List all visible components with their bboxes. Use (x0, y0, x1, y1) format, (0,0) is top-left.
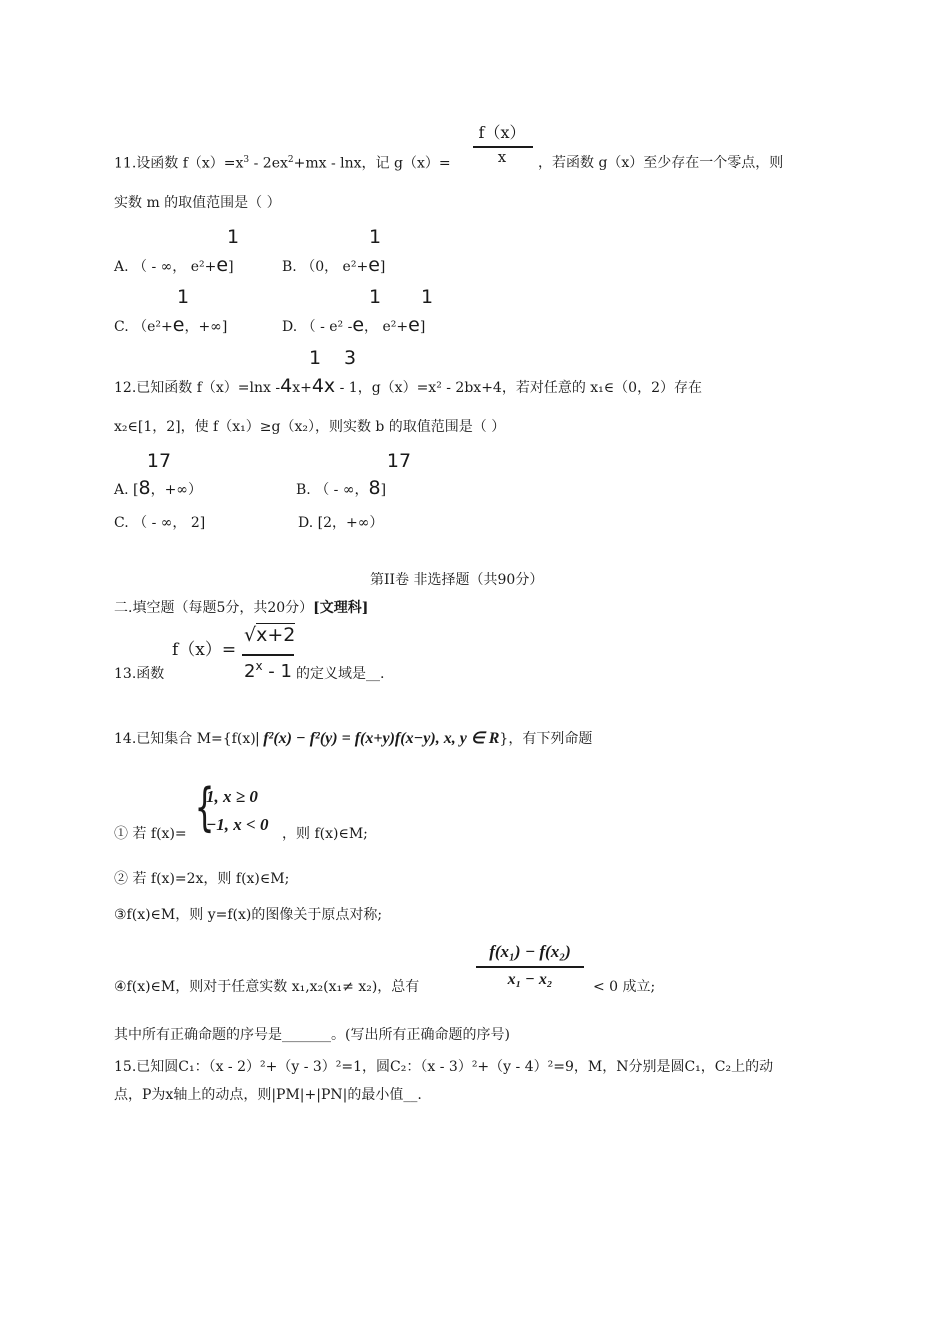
question-12-line-2: x₂∈[1，2]，使 f（x₁）≥g（x₂），则实数 b 的取值范围是（ ） (114, 419, 506, 435)
piecewise-case-1: 1, x ≥ 0 (206, 787, 258, 806)
sqrt-expression: √x+2 (244, 624, 296, 646)
fraction-bar (242, 654, 294, 656)
item-4-fraction-numerator: f(x₁) − f(x₂) (489, 942, 571, 961)
option-11-d: D. （ - e² -e， e²+e] (282, 314, 426, 336)
item-3: ③f(x)∈M，则 y=f(x)的图像关于原点对称; (114, 907, 383, 923)
question-11-line-1: 11.设函数 $f(x)=x^3 - 2ex^2+mx - \ln x$，记 g（x）= (114, 155, 451, 172)
sqrt-sign: √ (244, 624, 257, 646)
option-12-c: C. （ - ∞， 2] (114, 515, 206, 531)
item-answer-line: 其中所有正确命题的序号是_______。(写出所有正确命题的序号) (114, 1027, 510, 1043)
question-12-line-1: 12.已知函数 f（x）=lnx -4x+4x - 1，g（x）=x² - 2bx+4，若对任意的 x₁∈（0，2）存在 (114, 375, 702, 397)
fraction-numerator: 1 (368, 286, 382, 308)
option-11-b: B. （0， e²+e] (282, 254, 386, 276)
fraction-numerator: 1 (308, 347, 322, 369)
question-13-suffix: 的定义域是__. (296, 666, 385, 682)
fraction-numerator: 17 (146, 450, 172, 472)
fraction-numerator: 17 (386, 450, 412, 472)
item-4-fraction-denominator: x₁ − x₂ (507, 971, 553, 988)
item-4-suffix: < 0 成立; (593, 979, 656, 995)
piecewise-brace: { (194, 778, 215, 838)
option-11-c: C. （e²+e，+∞] (114, 314, 228, 336)
g-fraction-denominator: x (497, 148, 507, 166)
item-1-suffix: ，则 f(x)∈M; (282, 826, 368, 842)
fraction-bar (476, 966, 584, 968)
question-13-prefix: 13.函数 (114, 666, 165, 682)
fill-in-heading: 二.填空题（每题5分，共20分）[文理科] (114, 600, 369, 616)
item-2: ② 若 f(x)=2x，则 f(x)∈M; (114, 871, 290, 887)
fraction-numerator: 3 (343, 347, 357, 369)
question-11-line-1-tail: ，若函数 g（x）至少存在一个零点，则 (538, 155, 784, 171)
item-4-prefix: ④f(x)∈M，则对于任意实数 x₁,x₂(x₁≠ x₂)，总有 (114, 979, 420, 995)
question-14-line-1: 14.已知集合 M={f(x)| f²(x) − f²(y) = f(x+y)f(x−y), x, y ∈ R}，有下列命题 (114, 730, 593, 747)
section-title: 第II卷 非选择题（共90分） (370, 572, 544, 588)
question-15-line-1: 15.已知圆C₁：（x - 2）²+（y - 3）²=1，圆C₂：（x - 3）²+（y - 4）²=9，M，N分别是圆C₁，C₂上的动 (114, 1059, 774, 1075)
question-15-line-2: 点，P为x轴上的动点，则|PM|+|PN|的最小值__. (114, 1087, 422, 1103)
fraction-numerator: 1 (420, 286, 434, 308)
option-11-a: A. （ - ∞， e²+e] (114, 254, 234, 276)
option-12-b: B. （ - ∞，8] (296, 477, 387, 499)
g-fraction-numerator: f（x） (478, 123, 526, 142)
option-12-a: A. [8，+∞） (114, 477, 202, 499)
function-lhs: f（x）= (172, 640, 237, 660)
fraction-numerator: 1 (368, 226, 382, 248)
piecewise-case-2: −1, x < 0 (206, 815, 269, 834)
item-1-prefix: ① 若 f(x)= (114, 826, 187, 842)
question-11-line-2: 实数 m 的取值范围是（ ） (114, 195, 281, 211)
option-12-d: D. [2，+∞） (298, 515, 384, 531)
fraction-numerator: 1 (226, 226, 240, 248)
fraction-denominator: 2$^x$ - 1 (244, 659, 292, 682)
fraction-numerator: 1 (176, 286, 190, 308)
